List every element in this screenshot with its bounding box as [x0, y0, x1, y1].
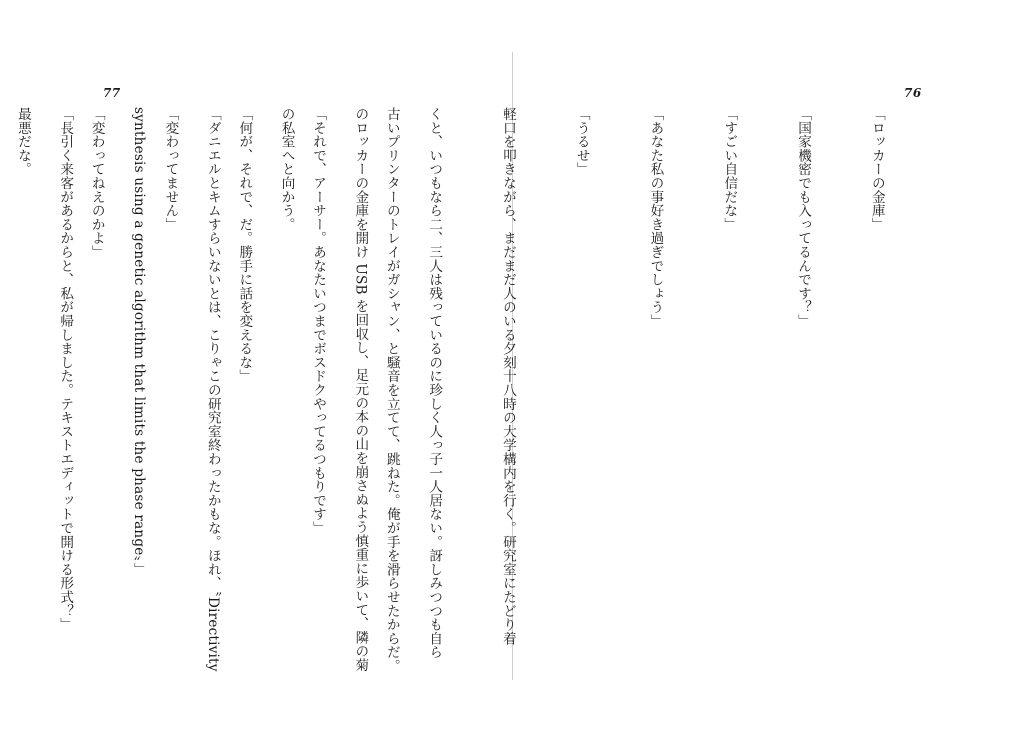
text-line: 「変わってません」 [162, 107, 179, 232]
text-line: 最悪だな。 [14, 107, 31, 176]
text-line: 「何が、それで、だ。勝手に話を変えるな」 [236, 107, 253, 383]
text-line: 「ダニエルとキムすらいないとは、こりゃこの研究室終わったかもな。ほれ、〝Directivity [204, 107, 221, 672]
text-line: 「変わってねえのかよ」 [88, 107, 105, 259]
text-line: 「すごい自信だな」 [721, 107, 738, 232]
text-line: 「ロッカーの金庫」 [868, 107, 885, 232]
text-line: 軽口を叩きながら、まだまだ人のいる夕刻十八時の大学構内を行く。研究室にたどり着 [499, 107, 516, 646]
left-page-body [0, 107, 453, 673]
text-line: 「それで、アーサー。あなたいつまでボスドクやってるつもりです」 [310, 107, 327, 535]
text-line: 「長引く来客があるからと、私が帰しました。テキストエディットで開ける形式？」 [57, 107, 74, 632]
left-page-number: 77 [103, 86, 121, 100]
text-line: のロッカーの金庫を開け USB を回収し、足元の本の山を崩さぬよう慎重に歩いて、隣の菊 [352, 107, 369, 672]
text-line: の私室へと向かう。 [278, 107, 295, 232]
text-line: 古いプリンターのトレイがガシャン、と騒音を立てて、跳ねた。俺が手を滑らせたからだ。 [383, 107, 400, 673]
text-line: 「うるせ」 [573, 107, 590, 176]
right-page-number: 76 [904, 86, 922, 100]
text-line: くと、いつもなら二、三人は残っているのに珍しく人っ子一人居ない。訝しみつつも自ら [426, 107, 443, 659]
text-line: synthesis using a genetic algorithm that limits the phase range〟」 [131, 107, 147, 577]
text-line: 「あなた私の事好き過ぎでしょう」 [647, 107, 664, 328]
text-line: 「国家機密でも入ってるんです？」 [795, 107, 812, 328]
